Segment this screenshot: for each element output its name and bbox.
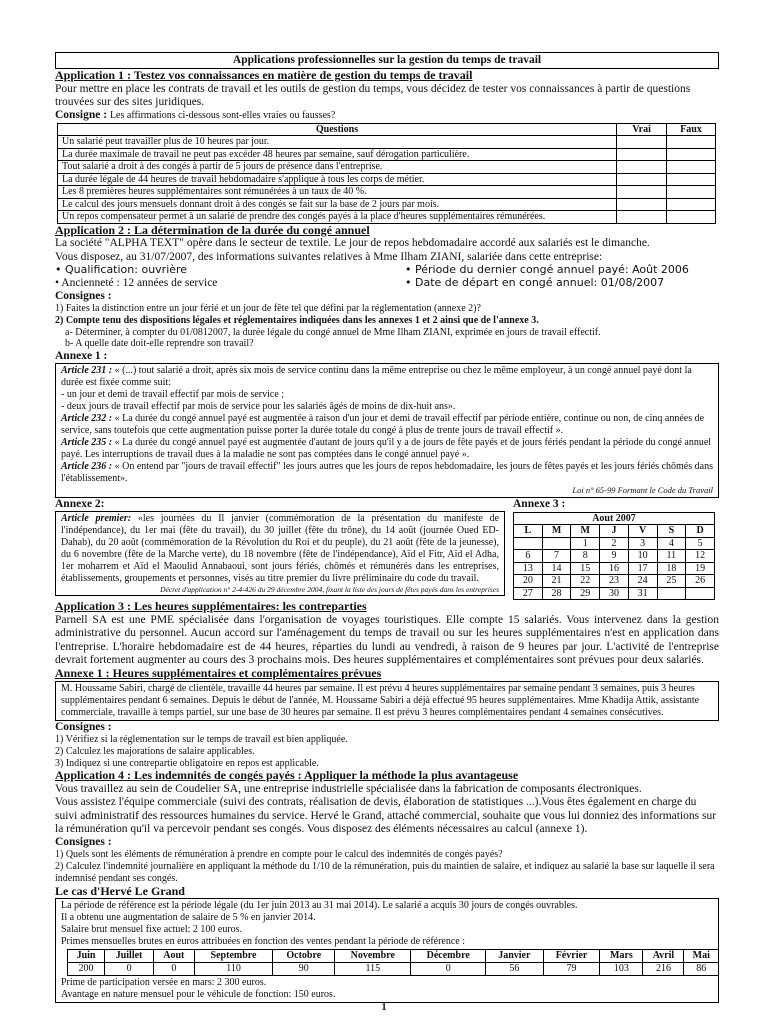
info-last-leave: • Période du dernier congé annuel payé: Août 2006 xyxy=(405,262,689,276)
month-header: Janvier xyxy=(485,950,543,963)
month-header: Aout xyxy=(154,950,194,963)
day-header: D xyxy=(686,525,715,538)
app2-consigne-2: 2) Compte tenu des dispositions légales et réglementaires indiquées dans les annexes 1 et 2 ainsi que de l'annexe 3. xyxy=(55,314,539,326)
calendar-day: 30 xyxy=(600,587,629,600)
prime-cell: 110 xyxy=(194,963,273,976)
app1-table-header xyxy=(58,123,716,136)
calendar-day: 17 xyxy=(628,562,657,575)
month-header: Mars xyxy=(600,950,643,963)
annexe3-label: Annexe 3 : xyxy=(513,497,566,510)
calendar-days-row xyxy=(514,525,715,538)
article-235-text: « La durée du congé annuel payé est augmentée d'autant de jours qu'il y a de jours de fête payés et de jours fériés pendant la période du congé annuel payé. Les interruptions de travail dues à la maladie ne sont pas comptées dans le congé annuel payé ». xyxy=(61,437,712,461)
vrai-cell[interactable] xyxy=(617,136,667,149)
document-sheet xyxy=(55,52,719,1003)
decret-note: Décret d'application n° 2-4-426 du 29 décembre 2004, fixant la liste des jours de fêtes payés dans les entreprises xyxy=(160,584,499,594)
table-row xyxy=(58,136,716,149)
vrai-cell[interactable] xyxy=(617,173,667,186)
app3-annexe-heading: Annexe 1 : Heures supplémentaires et complémentaires prévues xyxy=(55,665,382,680)
app2-consigne-2b: b- A quelle date doit-elle reprendre son travail? xyxy=(65,338,254,350)
question-cell: Les 8 premières heures supplémentaires sont rémunérées à un taux de 40 %. xyxy=(58,186,617,199)
calendar-day: 13 xyxy=(514,562,543,575)
app1-intro: Pour mettre en place les contrats de travail et les outils de gestion du temps, vous décidez de tester vos connaissances à partir de questions trouvées sur des sites juridiques. xyxy=(55,83,691,109)
app2-consignes-label: Consignes : xyxy=(55,289,112,302)
annexe2-column xyxy=(55,498,505,601)
app3-intro: Parnell SA est une PME spécialisée dans l'organisation de voyages touristiques. Elle compte 15 salariés. Vous intervenez dans la gestion administrative du personnel. Aucun accord sur l'aménagement du temps de travail ou sur les heures supplémentaires n'est en application dans l'entreprise. L'horaire hebdomadaire est de 44 heures, réparties du lundi au vendredi, à raison de 9 heures par jour. L'activité de l'entreprise devrait fortement augmenter au cours des 3 prochains mois. Des heures supplémentaires et complémentaires sont prévues pour deux salariés. xyxy=(55,614,719,666)
faux-cell[interactable] xyxy=(667,198,716,211)
app2-consigne-1: 1) Faites la distinction entre un jour férié et un jour de fête tel que défini par la réglementation (annexe 2)? xyxy=(55,302,481,314)
article-235-label: Article 235 : xyxy=(61,437,113,449)
calendar-day xyxy=(514,537,543,550)
months-row xyxy=(68,950,719,963)
calendar-day: 14 xyxy=(542,562,571,575)
month-header: Décembre xyxy=(411,950,486,963)
case-line-2: Il a obtenu une augmentation de salaire de 5 % en janvier 2014. xyxy=(61,912,316,924)
table-row xyxy=(58,161,716,174)
month-header: Juin xyxy=(68,950,105,963)
prime-cell: 200 xyxy=(68,963,105,976)
calendar-week xyxy=(514,537,715,550)
annexe1-box xyxy=(55,363,719,497)
calendar-day: 25 xyxy=(657,575,686,588)
app4-heading: Application 4 : Les indemnités de congés payés : Appliquer la méthode la plus avantageuse xyxy=(55,768,519,783)
article-231-line-1: - un jour et demi de travail effectif par mois de service ; xyxy=(61,389,285,401)
calendar-day: 10 xyxy=(628,550,657,563)
august-2007-calendar xyxy=(513,512,715,601)
day-header: M xyxy=(542,525,571,538)
month-header: Février xyxy=(543,950,600,963)
document-title: Applications professionnelles sur la gestion du temps de travail xyxy=(55,52,719,69)
primes-row xyxy=(68,963,719,976)
table-row xyxy=(58,148,716,161)
annexe2-box xyxy=(55,511,505,596)
calendar-day: 24 xyxy=(628,575,657,588)
app3-annexe-box: M. Houssame Sabiri, chargé de clientèle, travaille 44 heures par semaine. Il est prévu 4 heures supplémentaires par semaine pendant 3 semaines, puis 3 heures supplémentaires pendant 6 semaines. Depuis le début de l'année, M. Houssame Sabiri a déjà effectué 95 heures supplémentaires. Mme Khadija Attik, assistante commerciale, travaille à temps partiel, sur une base de 30 heures par semaine. Il est prévu 3 heures complémentaires pendant 4 semaines consécutives. xyxy=(55,681,719,721)
app4-consigne-2: 2) Calculez l'indemnité journalière en appliquant la méthode du 1/10 de la rémunération, puis du maintien de salaire, et indiquez au salarié la base sur laquelle il sera indemnisé pendant ses congés. xyxy=(55,861,715,884)
table-row xyxy=(58,211,716,224)
calendar-day: 18 xyxy=(657,562,686,575)
calendar-day: 23 xyxy=(600,575,629,588)
col-faux: Faux xyxy=(667,123,716,136)
question-cell: Un repos compensateur permet à un salarié de prendre des congés payés à la place d'heures supplémentaires rémunérées. xyxy=(58,211,617,224)
prime-cell: 115 xyxy=(335,963,411,976)
col-questions: Questions xyxy=(58,123,617,136)
calendar-day: 22 xyxy=(571,575,600,588)
calendar-title: Aout 2007 xyxy=(514,512,715,525)
app4-consignes-label: Consignes : xyxy=(55,836,112,849)
annexe3-column xyxy=(513,498,719,601)
app3-heading: Application 3 : Les heures supplémentaires: les contreparties xyxy=(55,599,367,614)
day-header: S xyxy=(657,525,686,538)
prime-cell: 216 xyxy=(643,963,684,976)
app2-info-row-1 xyxy=(55,264,719,277)
col-vrai: Vrai xyxy=(617,123,667,136)
app3-consignes-label: Consignes : xyxy=(55,720,112,733)
vrai-cell[interactable] xyxy=(617,198,667,211)
question-cell: Tout salarié a droit à des congés à partir de 5 jours de présence dans l'entreprise. xyxy=(58,161,617,174)
calendar-day: 31 xyxy=(628,587,657,600)
info-qualification: • Qualification: ouvrière xyxy=(55,262,188,276)
faux-cell[interactable] xyxy=(667,161,716,174)
article-232-label: Article 232 : xyxy=(61,413,113,425)
calendar-day xyxy=(686,587,715,600)
calendar-day: 28 xyxy=(542,587,571,600)
faux-cell[interactable] xyxy=(667,136,716,149)
calendar-week xyxy=(514,575,715,588)
prime-cell: 103 xyxy=(600,963,643,976)
day-header: V xyxy=(628,525,657,538)
calendar-day: 19 xyxy=(686,562,715,575)
case-line-5: Prime de participation versée en mars: 2 300 euros. xyxy=(61,977,267,989)
annexe2-label: Annexe 2: xyxy=(55,497,105,510)
month-header: Septembre xyxy=(194,950,273,963)
calendar-day: 6 xyxy=(514,550,543,563)
calendar-day: 16 xyxy=(600,562,629,575)
app1-heading: Application 1 : Testez vos connaissances en matière de gestion du temps de travail xyxy=(55,68,473,83)
calendar-day: 7 xyxy=(542,550,571,563)
annexe1-label: Annexe 1 : xyxy=(55,350,108,363)
prime-cell: 86 xyxy=(684,963,719,976)
calendar-day: 15 xyxy=(571,562,600,575)
month-header: Juillet xyxy=(105,950,154,963)
app1-consigne-text: Les affirmations ci-dessous sont-elles vraies ou fausses? xyxy=(109,110,336,122)
calendar-day: 11 xyxy=(657,550,686,563)
faux-cell[interactable] xyxy=(667,211,716,224)
faux-cell[interactable] xyxy=(667,173,716,186)
app3-consigne-3: 3) Indiquez si une contrepartie obligatoire en repos est applicable. xyxy=(55,757,319,769)
app1-consigne xyxy=(55,109,719,122)
vrai-cell[interactable] xyxy=(617,211,667,224)
article-premier-label: Article premier: xyxy=(61,512,132,524)
faux-cell[interactable] xyxy=(667,186,716,199)
page-number: 1 xyxy=(381,1002,387,1013)
calendar-day xyxy=(657,587,686,600)
table-row xyxy=(58,173,716,186)
info-departure-date: • Date de départ en congé annuel: 01/08/2007 xyxy=(405,275,665,289)
app2-intro2: Vous disposez, au 31/07/2007, des informations suivantes relatives à Mme Ilham ZIANI, salariée dans cette entreprise: xyxy=(55,250,603,263)
app3-consigne-1: 1) Vérifiez si la réglementation sur le temps de travail est bien appliquée. xyxy=(55,733,348,745)
prime-cell: 0 xyxy=(105,963,154,976)
calendar-day: 9 xyxy=(600,550,629,563)
app2-intro1: La société "ALPHA TEXT" opère dans le secteur de textile. Le jour de repos hebdomadaire accordé aux salariés est le dimanche. xyxy=(55,237,650,250)
app1-consigne-label: Consigne : xyxy=(55,109,108,122)
question-cell: Un salarié peut travailler plus de 10 heures par jour. xyxy=(58,136,617,149)
prime-cell: 0 xyxy=(411,963,486,976)
day-header: M xyxy=(571,525,600,538)
app1-questions-table xyxy=(57,123,716,224)
calendar-day: 5 xyxy=(686,537,715,550)
loi-note: Loi n° 65-99 Formant le Code du Travail xyxy=(572,485,713,496)
case-line-1: La période de référence est la période légale (du 1er juin 2013 au 31 mai 2014). Le salarié a acquis 30 jours de congés ouvrables. xyxy=(61,900,578,912)
vrai-cell[interactable] xyxy=(617,161,667,174)
month-header: Avril xyxy=(643,950,684,963)
app3-consigne-2: 2) Calculez les majorations de salaire applicables. xyxy=(55,745,255,757)
table-row xyxy=(58,198,716,211)
prime-cell: 79 xyxy=(543,963,600,976)
app4-consigne-1: 1) Quels sont les éléments de rémunération à prendre en compte pour le calcul des indemnités de congés payés? xyxy=(55,849,503,861)
calendar-week xyxy=(514,550,715,563)
article-231-text: « (...) tout salarié a droit, après six mois de service continu dans la même entreprise ou chez le même employeur, à un congé annuel payé dont la durée est fixée comme suit: xyxy=(61,365,692,389)
article-232 xyxy=(61,413,713,437)
vrai-cell[interactable] xyxy=(617,148,667,161)
article-232-text: « La durée du congé annuel payé est augmentée à raison d'un jour et demi de travail effectif par période entière, continue ou non, de cinq années de service, sans toutefois que cette augmentation puisse porter la durée totale du congé à plus de trente jours de travail effectif ». xyxy=(61,413,705,437)
day-header: L xyxy=(514,525,543,538)
calendar-day: 2 xyxy=(600,537,629,550)
calendar-day: 26 xyxy=(686,575,715,588)
app4-intro1: Vous travaillez au sein de Coudelier SA, une entreprise industrielle spécialisée dans la fabrication de composants électroniques. xyxy=(55,783,642,796)
article-231-line-2: - deux jours de travail effectif par mois de service pour les salariés âgés de moins de dix-huit ans». xyxy=(61,401,456,413)
case-line-6: Avantage en nature mensuel pour le véhicule de fonction: 150 euros. xyxy=(61,989,336,1001)
calendar-day: 20 xyxy=(514,575,543,588)
article-231 xyxy=(61,365,713,389)
vrai-cell[interactable] xyxy=(617,186,667,199)
question-cell: La durée légale de 44 heures de travail hebdomadaire s'applique à tous les corps de métier. xyxy=(58,173,617,186)
calendar-day: 3 xyxy=(628,537,657,550)
calendar-week xyxy=(514,587,715,600)
prime-cell: 0 xyxy=(154,963,194,976)
article-premier-text: «les journées du Il janvier (commémoration de la présentation du manifeste de l'indépendance), du 1er mai (fête du travail), du 30 juillet (fête du trône), du 14 août (journée Oued ED-Dahab), du 20 août (commémoration de la Révolution du Roi et du peuple), du 21 août (fête de la jeunesse), du 6 novembre (fête de la Marche verte), du 18 novembre (fête de l'indépendance), Aïd el Fitr, Aïd el Adha, 1er moharrem et Aïd el Maoulid Annabaoui, sont jours fériés, chômés et rémunérés dans les entreprises, établissements, groupements et personnes, visés au titre premier du livre préliminaire du code du travail. xyxy=(61,512,500,584)
prime-cell: 56 xyxy=(485,963,543,976)
app2-info-row-2 xyxy=(55,277,719,290)
calendar-day: 21 xyxy=(542,575,571,588)
case-line-3: Salaire brut mensuel fixe actuel: 2 100 euros. xyxy=(61,924,243,936)
calendar-day: 12 xyxy=(686,550,715,563)
case-line-4: Primes mensuelles brutes en euros attribuées en fonction des ventes pendant la période de référence : xyxy=(61,936,466,948)
month-header: Octobre xyxy=(273,950,335,963)
app2-consigne-2a: a- Déterminer, à compter du 01/0812007, la durée légale du congé annuel de Mme Ilham ZIANI, exprimée en jours de travail effectif. xyxy=(65,326,601,338)
month-header: Mai xyxy=(684,950,719,963)
question-cell: La durée maximale de travail ne peut pas excéder 48 heures par semaine, sauf dérogation particulière. xyxy=(58,148,617,161)
calendar-day: 29 xyxy=(571,587,600,600)
article-235 xyxy=(61,437,713,461)
calendar-day: 8 xyxy=(571,550,600,563)
month-header: Novembre xyxy=(335,950,411,963)
app2-heading: Application 2 : La détermination de la durée du congé annuel xyxy=(55,222,370,237)
calendar-day xyxy=(542,537,571,550)
day-header: J xyxy=(600,525,629,538)
article-236-label: Article 236 : xyxy=(61,461,113,473)
calendar-day: 4 xyxy=(657,537,686,550)
article-236-text: « On entend par "jours de travail effectif" les jours autres que les jours de repos hebdomadaire, les jours de fêtes payés et les jours fériés chômés dans l'établissement». xyxy=(61,461,713,485)
calendar-week xyxy=(514,562,715,575)
article-236 xyxy=(61,461,713,485)
calendar-title-row xyxy=(514,512,715,525)
article-231-label: Article 231 : xyxy=(61,365,113,377)
calendar-day: 27 xyxy=(514,587,543,600)
case-box xyxy=(55,898,719,1003)
prime-cell: 90 xyxy=(273,963,335,976)
app4-intro2: Vous assistez l'équipe commerciale (suivi des contrats, réalisation de devis, élaboration de statistiques ...).Vous êtes également en charge du suivi administratif des ressources humaines du service. Hervé le Grand, attaché commercial, souhaite que vous lui donniez des informations sur la rémunération qu'il va percevoir pendant ses congés. Vous disposez des éléments nécessaires au calcul (annexe 1). xyxy=(55,796,717,835)
faux-cell[interactable] xyxy=(667,148,716,161)
primes-table xyxy=(67,949,719,976)
annexes-2-3-row xyxy=(55,498,719,601)
case-heading: Le cas d'Hervé Le Grand xyxy=(55,883,185,898)
table-row xyxy=(58,186,716,199)
info-seniority: • Ancienneté : 12 années de service xyxy=(55,276,218,289)
question-cell: Le calcul des jours mensuels donnant droit à des congés se fait sur la base de 2 jours par mois. xyxy=(58,198,617,211)
calendar-day: 1 xyxy=(571,537,600,550)
